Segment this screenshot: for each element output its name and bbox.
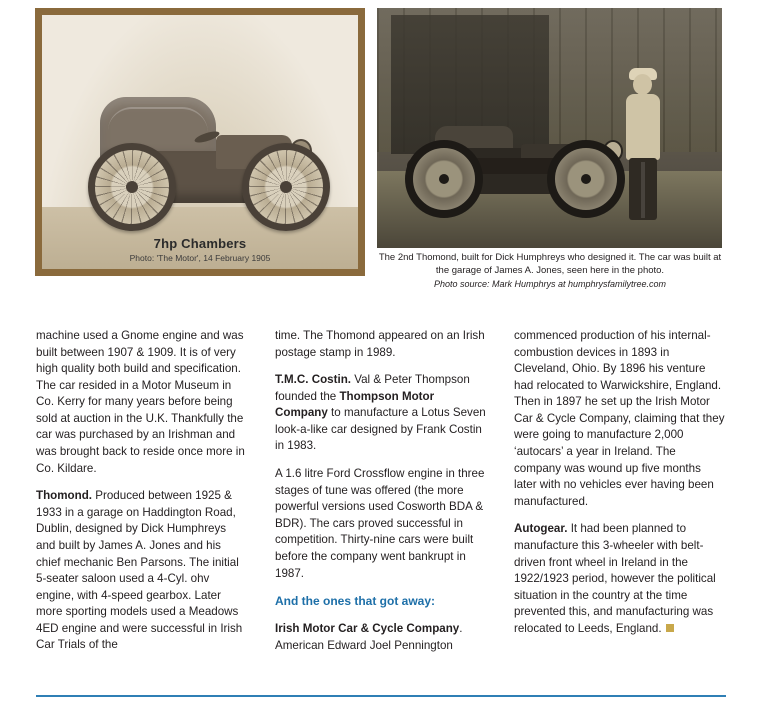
irish-motor-car-cycle-text: . American Edward Joel Pennington: [275, 622, 463, 652]
car-rear-wheel: [88, 143, 176, 231]
chambers-car-illustration: [66, 75, 334, 225]
coat: [626, 94, 660, 160]
autogear-text: It had been planned to manufacture this 3-wheeler with belt-driven front wheel in Ireland in the 1922/1923 period, however the political situation in the country at the time prevented this, and manufacturing was relocated to Leeds, England.: [514, 522, 716, 635]
thomond-caption-block: [372, 252, 728, 290]
figure-chambers-image: [42, 15, 358, 269]
article-columns: [36, 328, 726, 665]
footer-divider: [36, 695, 726, 697]
trousers: [629, 158, 657, 220]
figure-thomond-car: [377, 8, 722, 248]
figure-row: [0, 0, 757, 300]
thomond-car-illustration: [389, 90, 639, 220]
paragraph-irish-motor-car-cycle: [275, 621, 486, 654]
man-figure: [620, 74, 666, 224]
car-rear-wheel: [405, 140, 483, 218]
lead-in-thomond: Thomond.: [36, 489, 93, 503]
paragraph-thomond-text: Produced between 1925 & 1933 in a garage on Haddington Road, Dublin, designed by Dick Humphreys and built by James A. Jones and his chief mechanic Ben Parsons. The initial 5-seater saloon used a 4-Cyl. ohv engine, with 4-speed gearbox. Later more sporting models used a Meadows 4ED engine and were successful in Irish Car Trials of the: [36, 489, 243, 652]
thomond-caption-credit: Photo source: Mark Humphrys at humphrysfamilytree.com: [433, 278, 667, 289]
column-1: [36, 328, 247, 665]
paragraph-autogear: [514, 521, 725, 637]
thompson-motor-company-name: Thompson Motor Company: [275, 389, 435, 420]
column-2: [275, 328, 486, 665]
head: [633, 74, 652, 95]
thomond-caption-text: The 2nd Thomond, built for Dick Humphreys who designed it. The car was built at the garage of James A. Jones, seen here in the photo.: [378, 252, 722, 276]
car-front-wheel: [547, 140, 625, 218]
paragraph-gnome-engine: machine used a Gnome engine and was built between 1907 & 1909. It is of very high quality both build and specification. The car resided in a Motor Museum in Co. Kerry for many years before being sold at auction in the U.K. Thankfully the car was purchased by an Irishman and was brought back to reside once more in Co. Kildare.: [36, 329, 245, 475]
wheel-spokes: [249, 150, 323, 224]
chambers-caption-title: 7hp Chambers: [153, 236, 247, 251]
column-3: [514, 328, 725, 665]
tmc-costin-text-b: to manufacture a Lotus Seven look-a-like car designed by Frank Costin in 1983.: [275, 406, 486, 453]
paragraph-tmc-costin: [275, 372, 486, 455]
end-of-article-mark: [666, 624, 674, 632]
tmc-costin-text-a: Val & Peter Thompson founded the: [275, 373, 470, 403]
paragraph-thomond-continued: time. The Thomond appeared on an Irish postage stamp in 1989.: [275, 329, 485, 359]
chambers-caption-credit: Photo: 'The Motor', 14 February 1905: [129, 253, 271, 263]
lead-in-tmc-costin: T.M.C. Costin.: [275, 373, 351, 387]
paragraph-crossflow-engine: A 1.6 litre Ford Crossflow engine in three stages of tune was offered (the more powerful versions used Cosworth BDA & BDR). The cars proved successful in competition. Thirty-nine cars were built before the company went bankrupt in 1987.: [275, 467, 485, 580]
chambers-caption-block: [42, 236, 358, 263]
figure-chambers-car: [35, 8, 365, 276]
paragraph-thomond: [36, 488, 247, 654]
section-subheading: And the ones that got away:: [275, 594, 436, 609]
wheel-spokes: [95, 150, 169, 224]
car-front-wheel: [242, 143, 330, 231]
lead-in-autogear: Autogear.: [514, 522, 568, 536]
paragraph-pennington: commenced production of his internal-combustion devices in 1893 in Cleveland, Ohio. By 1896 his venture had relocated to Warwickshire, England. Then in 1897 he set up the Irish Motor Car & Cycle Company, claiming that they were going to manufacture 2,000 ‘autocars’ a year in Ireland. The company was wound up five months later with no vehicles ever having been manufactured.: [514, 329, 725, 508]
lead-in-irish-motor-car-cycle: Irish Motor Car & Cycle Company: [275, 622, 460, 636]
